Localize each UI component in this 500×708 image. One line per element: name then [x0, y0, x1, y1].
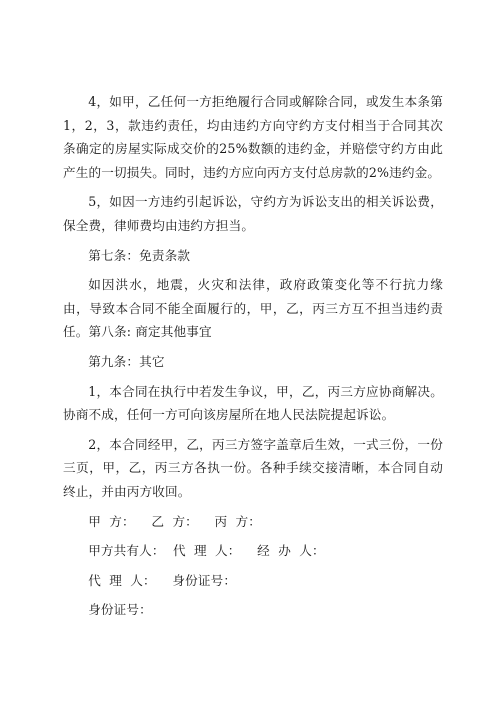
force-majeure-paragraph: 如因洪水，地震，火灾和法律，政府政策变化等不行抗力缘由，导致本合同不能全面履行的，甲，乙，丙三方互不担当违约责任。第八条: 商定其他事宜 [63, 277, 443, 340]
clause-9-2-paragraph: 2，本合同经甲，乙，丙三方签字盖章后生效，一式三份，一份三页，甲，乙，丙三方各执一份。各种手续交接清晰，本合同自动终止，并由丙方收回。 [63, 436, 443, 499]
article-9-heading: 第九条：其它 [88, 353, 165, 369]
signature-parties-line: 甲 方： 乙 方： 丙 方： [88, 513, 262, 529]
clause-6-5-paragraph: 5，如因一方违约引起诉讼，守约方为诉讼支出的相关诉讼费，保全费，律师费均由违约方担当。 [63, 194, 443, 233]
document-body [63, 90, 443, 622]
clause-9-1-paragraph: 1，本合同在执行中若发生争议，甲，乙，丙三方应协商解决。协商不成，任何一方可向该房屋所在地人民法院提起诉讼。 [63, 383, 443, 423]
signature-agent-id-line: 代 理 人： 身份证号： [88, 572, 237, 588]
clause-6-4-paragraph: 4，如甲，乙任何一方拒绝履行合同或解除合同，或发生本条第1，2，3，款违约责任，均由违约方向守约方支付相当于合同其次条确定的房屋实际成交价的25%数额的违约金，并赔偿守约方由此产生的一切损失。同时，违约方应向丙方支付总房款的2%违约金。 [63, 94, 443, 180]
signature-agents-line: 甲方共有人： 代 理 人： 经 办 人： [88, 543, 325, 559]
article-7-heading: 第七条：免责条款 [88, 247, 191, 263]
signature-id-line: 身份证号： [88, 602, 152, 618]
